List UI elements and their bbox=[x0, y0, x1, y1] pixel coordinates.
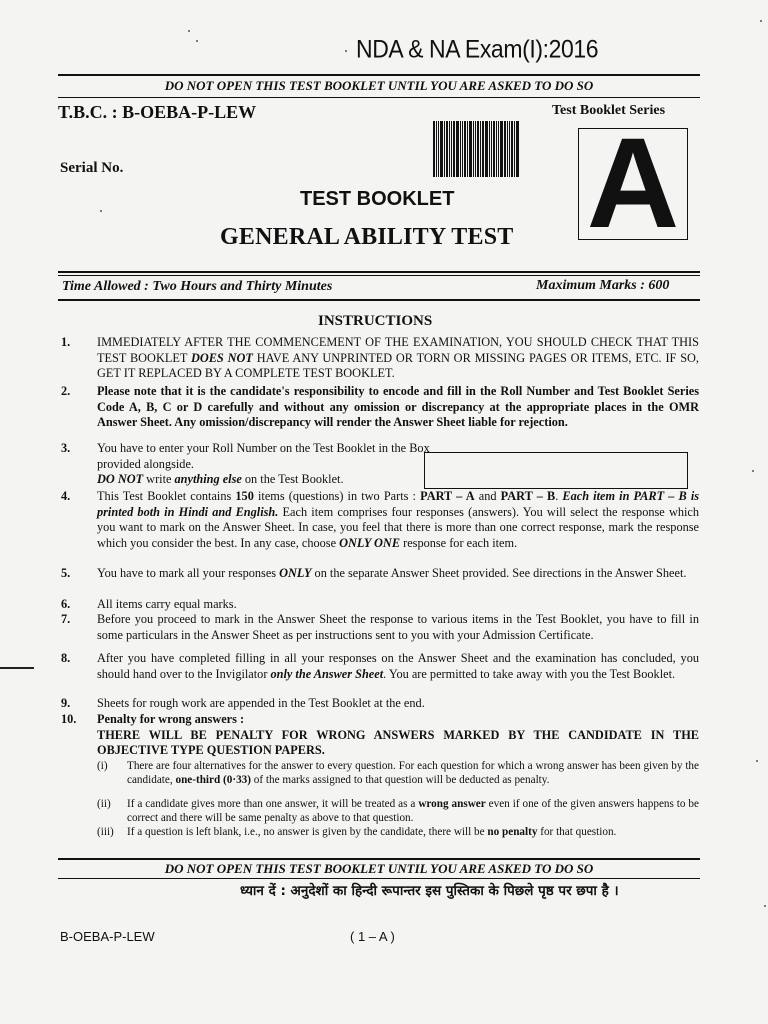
instruction-text bbox=[97, 566, 699, 582]
instruction-text-run: ONLY bbox=[279, 566, 312, 580]
penalty-subitem-number: (iii) bbox=[97, 826, 114, 838]
time-rule-top-thin bbox=[58, 275, 700, 276]
booklet-title: TEST BOOKLET bbox=[300, 188, 455, 210]
instruction-text-run: After you have completed filling in all your responses on the Answer Sheet and the examination has concluded, you should hand over to the Invigilator bbox=[97, 651, 699, 681]
instruction-text-run: on the separate Answer Sheet provided. See directions in the Answer Sheet. bbox=[311, 566, 687, 580]
instruction-text-run: 150 bbox=[235, 489, 254, 503]
test-booklet-code: T.B.C. : B-OEBA-P-LEW bbox=[58, 102, 257, 122]
penalty-subitem-text bbox=[127, 760, 699, 787]
margin-mark bbox=[0, 667, 34, 669]
instruction-text-run: response for each item. bbox=[400, 535, 518, 550]
scan-speck bbox=[756, 760, 758, 762]
instruction-number: 2. bbox=[61, 384, 71, 398]
instruction-text-run: . bbox=[555, 489, 563, 503]
instruction-text bbox=[97, 597, 699, 613]
instruction-text-run: Each item in PART – B is printed both in Hindi and English. bbox=[97, 489, 700, 519]
instruction-text-run: one-third (0·33) bbox=[175, 773, 251, 786]
instruction-text bbox=[97, 712, 699, 759]
instruction-text-run: items (questions) in two Parts : bbox=[253, 489, 421, 503]
footer-code: B-OEBA-P-LEW bbox=[60, 929, 155, 944]
bottom-warning-banner: DO NOT OPEN THIS TEST BOOKLET UNTIL YOU ARE ASKED TO DO SO bbox=[164, 861, 594, 876]
instruction-number: 8. bbox=[61, 651, 71, 665]
instruction-number: 7. bbox=[61, 612, 71, 626]
penalty-subitem-number: (ii) bbox=[97, 798, 111, 810]
series-letter-box bbox=[578, 112, 688, 255]
page-number: ( 1 – A ) bbox=[350, 929, 395, 944]
instruction-text-run: You have to enter your Roll Number on the Test Booklet in the Box provided alongside. bbox=[97, 441, 430, 471]
test-name: GENERAL ABILITY TEST bbox=[220, 224, 514, 250]
instruction-text-run: THERE WILL BE PENALTY FOR WRONG ANSWERS MARKED BY THE CANDIDATE IN THE OBJECTIVE TYPE QUESTION PAPERS. bbox=[97, 727, 699, 757]
instruction-text bbox=[97, 612, 699, 643]
bottom-rule-top bbox=[58, 858, 700, 860]
instruction-text-run: and bbox=[474, 489, 501, 503]
bottom-rule bbox=[58, 878, 700, 879]
instruction-text-run: even if one of the given answers happens to be correct and there will be same penalty as above to that question. bbox=[127, 798, 699, 824]
instruction-text-run: Before you proceed to mark in the Answer Sheet the response to various items in the Test Booklet, you have to fill in some particulars in the Answer Sheet as per instructions sent to you with your Admission Certificate. bbox=[97, 612, 699, 642]
scan-speck bbox=[760, 20, 762, 22]
hindi-note: ध्यान दें : अनुदेशों का हिन्दी रूपान्तर इस पुस्तिका के पिछले पृष्ठ पर छपा है । bbox=[240, 883, 619, 899]
instructions-heading: INSTRUCTIONS bbox=[318, 313, 433, 329]
instruction-text-run: . You are permitted to take away with you the Test Booklet. bbox=[383, 666, 676, 681]
instruction-text-run: DO NOT bbox=[97, 472, 144, 486]
instruction-text-run: If a question is left blank, i.e., no answer is given by the candidate, there will be bbox=[127, 826, 488, 838]
serial-label: Serial No. bbox=[60, 160, 124, 176]
scan-speck bbox=[752, 470, 754, 472]
time-rule-bottom bbox=[58, 299, 700, 301]
scan-speck bbox=[100, 210, 102, 212]
instruction-text-run: Each item comprises four responses (answers). You will select the response which you want to mark on the Answer Sheet. In case, you feel that there is more than one correct response, mark the response which you consider the best. In any case, choose bbox=[97, 504, 699, 550]
top-rule bbox=[58, 74, 700, 76]
roll-number-box bbox=[424, 452, 688, 489]
time-rule-top bbox=[58, 271, 700, 273]
instruction-text-run: IMMEDIATELY AFTER THE COMMENCEMENT OF THE EXAMINATION, YOU SHOULD CHECK THAT THIS TEST BOOKLET bbox=[97, 335, 699, 365]
instruction-text bbox=[97, 489, 699, 551]
instruction-text-run: This Test Booklet contains bbox=[97, 489, 236, 503]
banner-rule bbox=[58, 97, 700, 98]
instruction-text-run: anything else bbox=[174, 472, 242, 486]
instruction-text bbox=[97, 696, 699, 712]
barcode-graphic bbox=[433, 121, 535, 177]
instruction-number: 1. bbox=[61, 335, 71, 349]
instruction-text-run: no penalty bbox=[487, 826, 538, 838]
instruction-text-run: Sheets for rough work are appended in the Test Booklet at the end. bbox=[97, 696, 425, 710]
instruction-text-run: You have to mark all your responses bbox=[97, 566, 280, 580]
time-allowed: Time Allowed : Two Hours and Thirty Minutes bbox=[62, 279, 333, 294]
instruction-text-run: only the Answer Sheet bbox=[270, 666, 384, 681]
instruction-text-run: on the Test Booklet. bbox=[241, 472, 344, 486]
instruction-text-run: of the marks assigned to that question will be deducted as penalty. bbox=[250, 773, 550, 786]
instruction-number: 4. bbox=[61, 489, 71, 503]
instruction-number: 6. bbox=[61, 597, 71, 611]
instruction-number: 10. bbox=[61, 712, 77, 726]
instruction-text-run: Penalty for wrong answers : bbox=[97, 712, 245, 726]
instruction-text-run: DOES NOT bbox=[190, 350, 253, 365]
instruction-text-run: ONLY ONE bbox=[339, 535, 401, 550]
instruction-text-run: Please note that it is the candidate's responsibility to encode and fill in the Roll Number and Test Booklet Series Code A, B, C or D carefully and without any omission or discrepancy at the appropriate places in the OMR Answer Sheet. Any omission/discrepancy will render the Answer Sheet liable for rejection. bbox=[97, 384, 699, 429]
instruction-number: 9. bbox=[61, 696, 71, 710]
instruction-number: 3. bbox=[61, 441, 71, 455]
instruction-text bbox=[97, 441, 467, 488]
top-warning-banner: DO NOT OPEN THIS TEST BOOKLET UNTIL YOU ARE ASKED TO DO SO bbox=[164, 78, 594, 93]
scan-speck bbox=[345, 50, 347, 52]
instruction-text bbox=[97, 651, 699, 682]
instruction-text-run: PART – A bbox=[420, 489, 475, 503]
scan-speck bbox=[188, 30, 190, 32]
instruction-text-run: write bbox=[143, 472, 175, 486]
instruction-text-run: for that question. bbox=[537, 826, 617, 838]
series-letter: A bbox=[586, 112, 680, 255]
exam-title: NDA & NA Exam(I):2016 bbox=[356, 34, 599, 63]
instruction-text-run: There are four alternatives for the answer to every question. For each question for which a wrong answer has been given by the candidate, bbox=[127, 760, 699, 786]
instruction-text bbox=[97, 384, 699, 431]
instruction-text bbox=[97, 335, 699, 382]
penalty-subitem-text bbox=[127, 826, 699, 840]
instruction-number: 5. bbox=[61, 566, 71, 580]
instruction-text-run: HAVE ANY UNPRINTED OR TORN OR MISSING PAGES OR ITEMS, ETC. IF SO, GET IT REPLACED BY A COMPLETE TEST BOOKLET. bbox=[97, 350, 699, 380]
penalty-subitem-number: (i) bbox=[97, 760, 108, 772]
scan-speck bbox=[764, 905, 766, 907]
instruction-text-run: wrong answer bbox=[418, 798, 486, 810]
maximum-marks: Maximum Marks : 600 bbox=[536, 278, 670, 293]
penalty-subitem-text bbox=[127, 798, 699, 825]
series-label: Test Booklet Series bbox=[552, 103, 666, 118]
instruction-text-run: If a candidate gives more than one answer, it will be treated as a bbox=[127, 798, 419, 810]
instruction-text-run: PART – B bbox=[500, 489, 556, 503]
scan-speck bbox=[196, 40, 198, 42]
instruction-text-run: All items carry equal marks. bbox=[97, 597, 237, 611]
